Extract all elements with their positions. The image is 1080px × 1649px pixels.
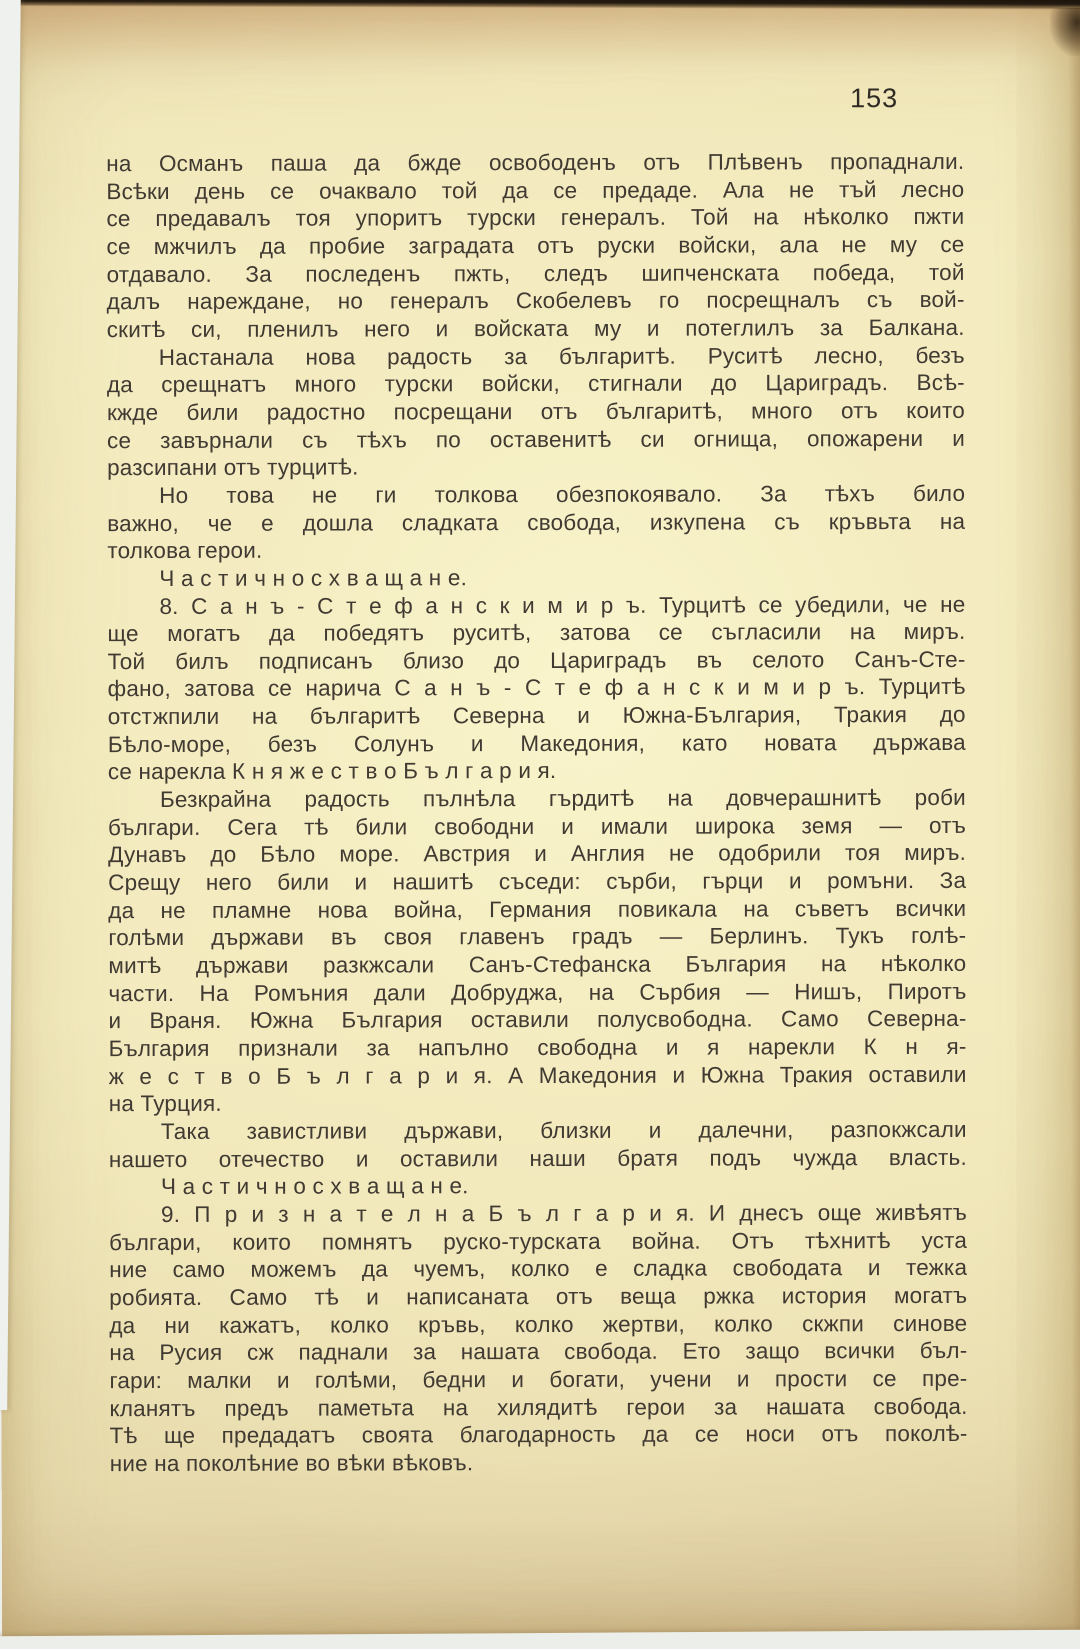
text-line: Срещу него били и нашитѣ съседи: сърби, гърци и ромъни. За xyxy=(108,867,967,896)
text-line: се предавалъ тоя упоритъ турски генералъ. Той на нѣколко пжти xyxy=(106,204,965,232)
text-line: части. На Ромъния дали Добруджа, на Сърбия — Нишъ, Пиротъ xyxy=(108,978,967,1006)
text-line: разсипани отъ турцитѣ. xyxy=(107,454,359,481)
text-line: се нарекла К н я ж е с т в о Б ъ л г а р и я. xyxy=(107,758,557,785)
text-line: кжде били радостно посрещани отъ българитѣ, много отъ които xyxy=(106,397,965,426)
text-line: да не пламне нова война, Германия повикала на съветъ всички xyxy=(108,895,967,923)
corner-smudge xyxy=(1050,8,1080,56)
text-line: българи. Сега тѣ били свободни и имали широка земя — отъ xyxy=(107,812,967,840)
paper-right-edge-shading xyxy=(1068,0,1080,1639)
text-line: България признали за напълно свободна и я нарекли К н я- xyxy=(108,1033,967,1062)
text-line: важно, че е дошла сладката свобода, изкупена съ кръвьта на xyxy=(107,508,966,536)
page-number: 153 xyxy=(850,83,899,114)
text-line: голѣми държави въ своя главенъ градъ — Берлинъ. Тукъ голѣ- xyxy=(108,923,967,951)
text-line: българи, които помнятъ руско-турската война. Отъ тѣхнитѣ уста xyxy=(109,1227,968,1255)
text-line: на Османъ паша да бжде освободенъ отъ Плѣвенъ пропаднали. xyxy=(106,148,965,177)
text-line: ние само можемъ да чуемъ, колко е сладка свободата и тежка xyxy=(109,1255,968,1283)
text-line: фано, затова се нарича С а н ъ - С т е ф а н с к и м и р ъ. Турцитѣ xyxy=(107,674,966,702)
text-line: 8. С а н ъ - С т е ф а н с к и м и р ъ. Турцитѣ се убедили, че не xyxy=(159,591,966,619)
text-line: Бѣло-море, безъ Солунъ и Македония, като новата държава xyxy=(107,729,966,757)
text-line: ще могатъ да победятъ руситѣ, затова се съгласили на миръ. xyxy=(107,619,966,647)
text-line: отстжпили на българитѣ Северна и Южна-България, Тракия до xyxy=(107,702,966,730)
text-line: Но това не ги толкова обезпокоявало. За тѣхъ било xyxy=(159,480,966,508)
text-line: се мжчилъ да пробие заградата отъ руски войски, ала не му се xyxy=(106,231,965,260)
text-line: Дунавъ до Бѣло море. Австрия и Англия не одобрили тоя миръ. xyxy=(108,840,967,868)
text-column xyxy=(106,148,967,1478)
text-line: толкова герои. xyxy=(107,537,263,564)
heading-line: Ч а с т и ч н о с х в а щ а н е. xyxy=(160,1173,469,1200)
text-line: Тѣ ще предадатъ своята благодарность да се носи отъ поколѣ- xyxy=(109,1421,968,1449)
text-line: да срещнатъ много турски войски, стигнали до Цариградъ. Всѣ- xyxy=(106,370,965,398)
text-line: робията. Само тѣ и написаната отъ веща ржка история могатъ xyxy=(109,1282,968,1311)
text-line: Безкрайна радость пълнѣла гърдитѣ на довчерашнитѣ роби xyxy=(159,784,966,813)
text-line: на Турция. xyxy=(108,1091,222,1117)
text-line: на Русия сж паднали за нашата свобода. Ето защо всички бъл- xyxy=(109,1338,968,1366)
text-line: Всѣки день се очаквало той да се предаде. Ала не тъй лесно xyxy=(106,176,965,204)
text-line: и Враня. Южна България оставили полусвободна. Само Северна- xyxy=(108,1006,967,1034)
text-line: митѣ държави разкжсали Санъ-Стефанска България на нѣколко xyxy=(108,950,967,979)
text-line: Настанала нова радость за българитѣ. Руситѣ лесно, безъ xyxy=(158,342,965,370)
text-line: Така завистливи държави, близки и далечни, разпокжсали xyxy=(160,1116,967,1144)
text-line: ж е с т в о Б ъ л г а р и я. А Македония и Южна Тракия оставили xyxy=(108,1061,967,1089)
heading-line: Ч а с т и ч н о с х в а щ а н е. xyxy=(159,565,468,591)
text-line: ние на поколѣние во вѣки вѣковъ. xyxy=(109,1450,474,1476)
text-line: скитѣ си, пленилъ него и войската му и потеглилъ за Балкана. xyxy=(106,314,965,343)
text-line: гари: малки и голѣми, бедни и богати, учени и прости се пре- xyxy=(109,1365,968,1394)
text-line: кланятъ предъ паметьта на хилядитѣ герои за нашата свобода. xyxy=(109,1393,968,1421)
text-line: отдавало. За последенъ пжть, следъ шипченската победа, той xyxy=(106,259,965,287)
text-line: 9. П р и з н а т е л н а Б ъ л г а р и я. И днесъ още живѣятъ xyxy=(160,1199,968,1227)
text-line: да ни кажатъ, колко кръвь, колко жертви, колко скжпи синове xyxy=(109,1310,968,1338)
text-line: далъ нареждане, но генералъ Скобелевъ го посрещналъ съ вой- xyxy=(106,287,965,315)
text-line: Той билъ подписанъ близо до Цариградъ въ селото Санъ-Сте- xyxy=(107,646,966,674)
text-line: нашето отечество и оставили наши братя подъ чужда власть. xyxy=(108,1144,967,1172)
text-line: се завърнали съ тѣхъ по оставенитѣ си огнища, опожарени и xyxy=(106,425,966,453)
